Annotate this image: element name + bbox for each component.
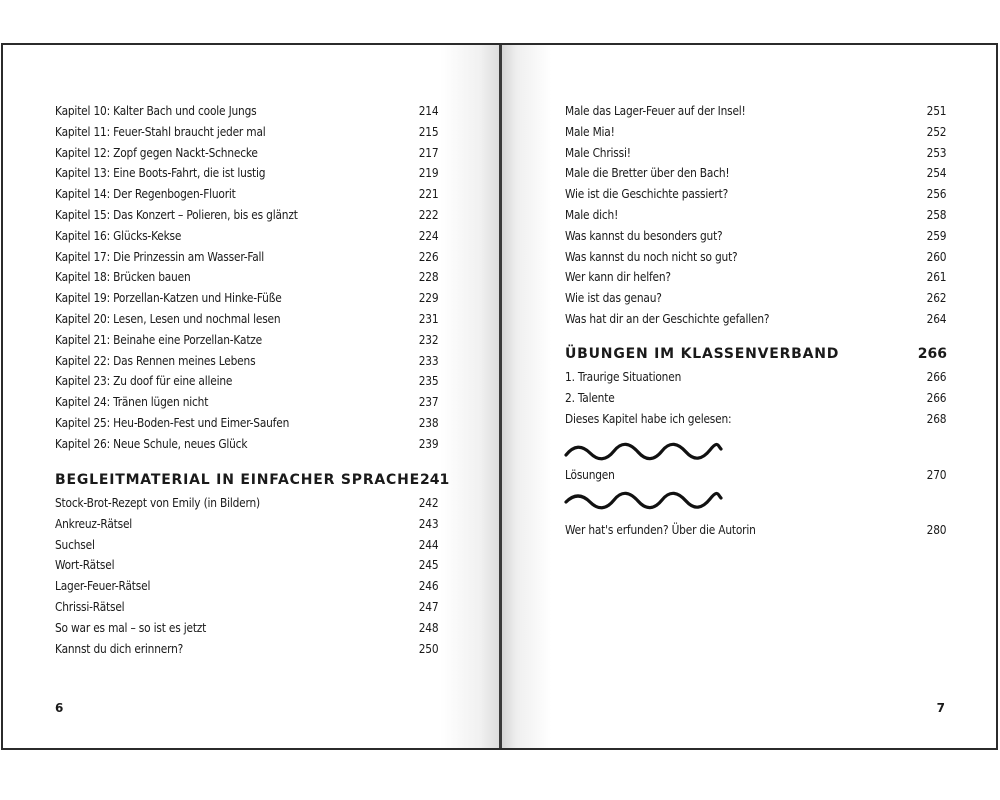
entry-page-number: 239 (418, 436, 439, 451)
list-item (55, 555, 438, 576)
entry-page-number: 226 (418, 249, 439, 264)
entry-title: Male dich! (565, 207, 619, 222)
list-item (565, 388, 946, 409)
entry-page-number: 244 (418, 537, 439, 552)
list-item (55, 392, 438, 413)
entry-page-number: 232 (418, 332, 439, 347)
entry-title: Was kannst du besonders gut? (565, 228, 723, 243)
entry-page-number: 231 (418, 311, 439, 326)
list-item (55, 597, 438, 618)
list-item (55, 618, 438, 639)
wavy-divider-top (564, 441, 724, 463)
list-item (565, 309, 946, 330)
list-item (55, 514, 438, 535)
entry-title: Ankreuz-Rätsel (55, 516, 133, 531)
entry-title: Wie ist die Geschichte passiert? (565, 187, 729, 202)
list-item (565, 226, 946, 247)
entry-title: Kapitel 17: Die Prinzessin am Wasser-Fall (55, 249, 265, 264)
entry-title: Kapitel 14: Der Regenbogen-Fluorit (55, 187, 236, 202)
list-item (55, 226, 438, 247)
entry-page-number: 221 (418, 187, 439, 202)
list-item (565, 205, 946, 226)
entry-page-number: 248 (418, 620, 439, 635)
entry-page-number: 235 (418, 374, 439, 389)
entry-title: Kannst du dich erinnern? (55, 641, 184, 656)
entry-title: Kapitel 24: Tränen lügen nicht (55, 395, 209, 410)
list-item (55, 163, 438, 184)
list-item (565, 163, 946, 184)
list-item (55, 330, 438, 351)
list-item (55, 535, 438, 556)
list-item (565, 465, 946, 486)
entry-page-number: 214 (418, 104, 439, 118)
entry-page-number: 256 (926, 187, 947, 202)
entry-page-number: 280 (926, 523, 947, 537)
entry-title: Wer hat's erfunden? Über die Autorin (565, 523, 756, 537)
entry-page-number: 259 (926, 228, 947, 243)
solutions-list (565, 465, 947, 486)
entry-page-number: 264 (926, 311, 947, 326)
entry-title: Suchsel (55, 537, 95, 552)
entry-page-number: 254 (926, 166, 947, 181)
entry-title: Wer kann dir helfen? (565, 270, 671, 285)
list-item (565, 143, 946, 164)
materials-list (55, 493, 439, 659)
entry-title: Dieses Kapitel habe ich gelesen: (565, 411, 732, 426)
list-item (565, 409, 946, 430)
book-spread (1, 43, 998, 750)
entry-page-number: 270 (926, 468, 947, 482)
right-page (502, 45, 996, 748)
entry-title: Stock-Brot-Rezept von Emily (in Bildern) (55, 496, 260, 510)
entry-page-number: 224 (418, 228, 439, 243)
entry-page-number: 252 (926, 124, 947, 139)
entry-page-number: 247 (418, 599, 439, 614)
entry-page-number: 268 (926, 411, 947, 426)
entry-title: Male Chrissi! (565, 145, 631, 160)
list-item (55, 309, 438, 330)
list-item (565, 184, 946, 205)
entry-page-number: 217 (418, 145, 439, 160)
entry-title: Kapitel 22: Das Rennen meines Lebens (55, 353, 256, 368)
entry-title: Kapitel 19: Porzellan-Katzen und Hinke-Füße (55, 291, 282, 306)
entry-page-number: 260 (926, 249, 947, 264)
entry-title: Kapitel 11: Feuer-Stahl braucht jeder mal (55, 124, 266, 139)
entry-page-number: 266 (926, 390, 947, 405)
wavy-divider-bottom (564, 490, 724, 512)
list-item (55, 413, 438, 434)
entry-title: Wie ist das genau? (565, 291, 662, 306)
list-item (55, 576, 438, 597)
section-heading-begleitmaterial (55, 472, 450, 488)
entry-page-number: 229 (418, 291, 439, 306)
activity-list (565, 101, 947, 330)
entry-title: Was hat dir an der Geschichte gefallen? (565, 311, 770, 326)
entry-page-number: 246 (418, 579, 439, 594)
entry-title: Kapitel 18: Brücken bauen (55, 270, 191, 285)
entry-page-number: 219 (418, 166, 439, 181)
section-page-number: 266 (917, 346, 947, 362)
entry-page-number: 250 (418, 641, 439, 656)
entry-title: Kapitel 13: Eine Boots-Fahrt, die ist lustig (55, 166, 266, 181)
list-item (565, 101, 946, 122)
list-item (565, 122, 946, 143)
entry-title: So war es mal – so ist es jetzt (55, 620, 207, 635)
list-item (55, 247, 438, 268)
entry-page-number: 237 (418, 395, 439, 410)
section-title: ÜBUNGEN IM KLASSENVERBAND (565, 346, 840, 362)
entry-title: Kapitel 10: Kalter Bach und coole Jungs (55, 104, 257, 118)
entry-page-number: 261 (926, 270, 947, 285)
entry-title: Lager-Feuer-Rätsel (55, 579, 151, 594)
entry-page-number: 228 (418, 270, 439, 285)
entry-title: Kapitel 21: Beinahe eine Porzellan-Katze (55, 332, 263, 347)
entry-page-number: 222 (418, 207, 439, 222)
entry-title: 1. Traurige Situationen (565, 370, 682, 384)
entry-title: Lösungen (565, 468, 615, 482)
section-title: BEGLEITMATERIAL IN EINFACHER SPRACHE (55, 472, 420, 488)
list-item (55, 267, 438, 288)
list-item (55, 351, 438, 372)
author-list (565, 520, 947, 541)
list-item (565, 247, 946, 268)
entry-page-number: 238 (418, 415, 439, 430)
list-item (55, 143, 438, 164)
entry-page-number: 215 (418, 124, 439, 139)
entry-title: Kapitel 12: Zopf gegen Nackt-Schnecke (55, 145, 258, 160)
entry-page-number: 266 (926, 370, 947, 384)
list-item (55, 493, 438, 514)
entry-title: Kapitel 26: Neue Schule, neues Glück (55, 436, 248, 451)
entry-title: Was kannst du noch nicht so gut? (565, 249, 738, 264)
list-item (55, 434, 438, 455)
entry-page-number: 258 (926, 207, 947, 222)
entry-title: Kapitel 23: Zu doof für eine alleine (55, 374, 233, 389)
entry-title: Male das Lager-Feuer auf der Insel! (565, 104, 746, 118)
section-heading-uebungen (565, 346, 947, 362)
entry-page-number: 251 (926, 104, 947, 118)
list-item (565, 520, 946, 541)
list-item (55, 288, 438, 309)
entry-title: Male Mia! (565, 124, 615, 139)
entry-page-number: 253 (926, 145, 947, 160)
list-item (55, 101, 438, 122)
entry-title: Wort-Rätsel (55, 558, 115, 573)
list-item (55, 639, 438, 660)
entry-title: Male die Bretter über den Bach! (565, 166, 730, 181)
entry-title: Chrissi-Rätsel (55, 599, 125, 614)
entry-page-number: 262 (926, 291, 947, 306)
entry-title: Kapitel 20: Lesen, Lesen und nochmal lesen (55, 311, 281, 326)
entry-page-number: 245 (418, 558, 439, 573)
entry-page-number: 242 (418, 496, 439, 510)
entry-page-number: 243 (418, 516, 439, 531)
entry-title: Kapitel 25: Heu-Boden-Fest und Eimer-Saufen (55, 415, 290, 430)
page-number-right: 7 (936, 701, 945, 715)
list-item (55, 371, 438, 392)
list-item (565, 367, 946, 388)
entry-title: 2. Talente (565, 390, 615, 405)
list-item (565, 288, 946, 309)
page-number-left: 6 (55, 701, 64, 715)
chapter-list (55, 101, 439, 455)
list-item (55, 205, 438, 226)
list-item (565, 267, 946, 288)
entry-page-number: 233 (418, 353, 439, 368)
entry-title: Kapitel 16: Glücks-Kekse (55, 228, 182, 243)
left-page (3, 45, 500, 748)
section-page-number: 241 (419, 472, 450, 488)
list-item (55, 122, 438, 143)
exercise-list (565, 367, 947, 429)
list-item (55, 184, 438, 205)
entry-title: Kapitel 15: Das Konzert – Polieren, bis es glänzt (55, 207, 298, 222)
